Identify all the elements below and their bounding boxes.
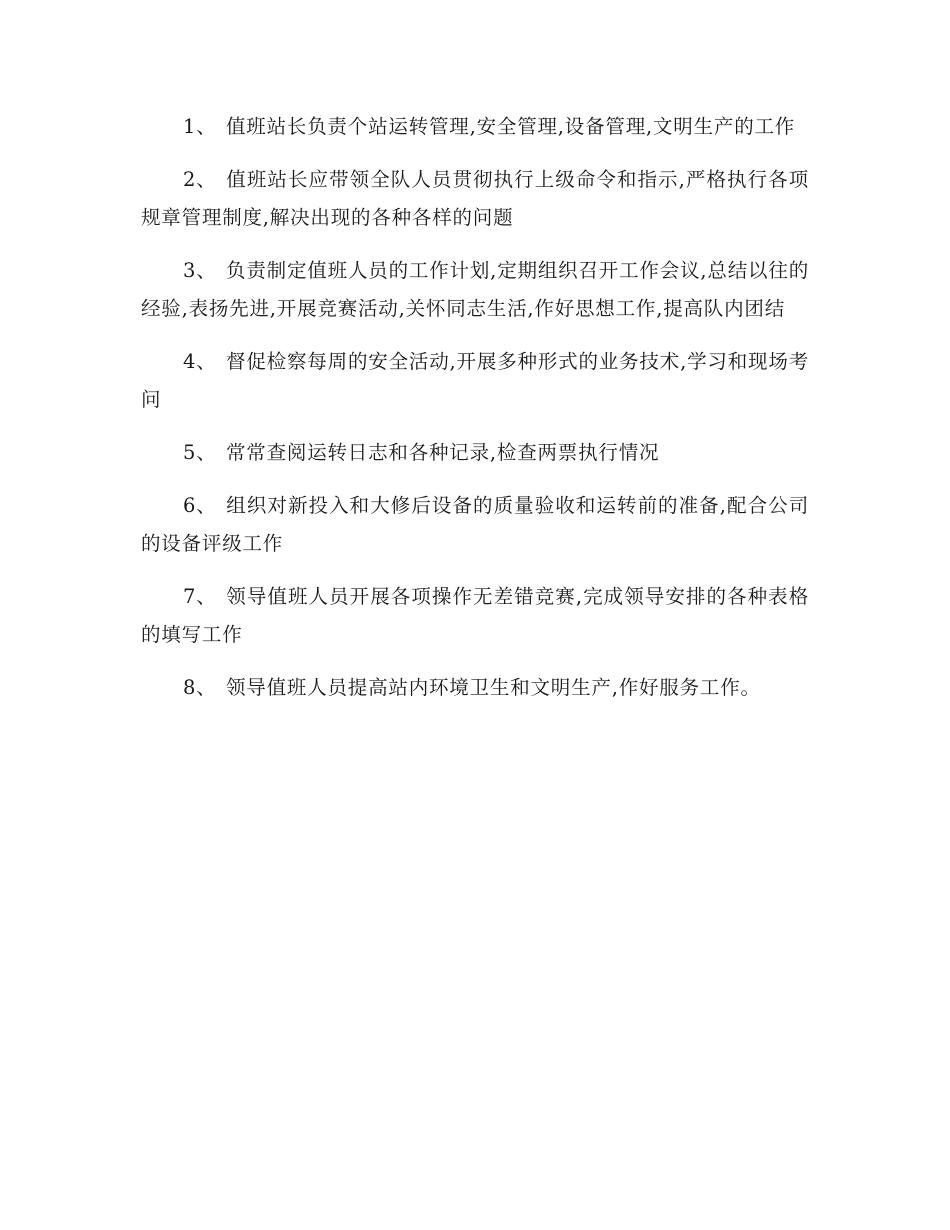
item-text: 常常查阅运转日志和各种记录,检查两票执行情况 <box>226 441 660 464</box>
list-item <box>141 252 809 328</box>
item-number: 2、 <box>183 168 217 191</box>
document-body <box>141 108 809 722</box>
item-text: 值班站长应带领全队人员贯彻执行上级命令和指示,严格执行各项规章管理制度,解决出现的各种各样的问题 <box>141 168 809 229</box>
item-number: 1、 <box>183 115 217 138</box>
item-number: 3、 <box>183 259 217 282</box>
item-text: 组织对新投入和大修后设备的质量验收和运转前的准备,配合公司的设备评级工作 <box>141 494 809 555</box>
item-text: 值班站长负责个站运转管理,安全管理,设备管理,文明生产的工作 <box>226 115 796 138</box>
item-text: 负责制定值班人员的工作计划,定期组织召开工作会议,总结以往的经验,表扬先进,开展竞赛活动,关怀同志生活,作好思想工作,提高队内团结 <box>141 259 809 320</box>
list-item <box>141 578 809 654</box>
list-item <box>141 161 809 237</box>
list-item <box>141 434 809 472</box>
item-text: 领导值班人员提高站内环境卫生和文明生产,作好服务工作。 <box>226 676 761 699</box>
item-number: 4、 <box>183 350 217 373</box>
list-item <box>141 487 809 563</box>
list-item <box>141 108 809 146</box>
item-text: 领导值班人员开展各项操作无差错竞赛,完成领导安排的各种表格的填写工作 <box>141 585 809 646</box>
item-number: 8、 <box>183 676 217 699</box>
list-item <box>141 343 809 419</box>
item-number: 6、 <box>183 494 217 517</box>
item-text: 督促检察每周的安全活动,开展多种形式的业务技术,学习和现场考问 <box>141 350 809 411</box>
item-number: 7、 <box>183 585 217 608</box>
list-item <box>141 669 809 707</box>
item-number: 5、 <box>183 441 217 464</box>
